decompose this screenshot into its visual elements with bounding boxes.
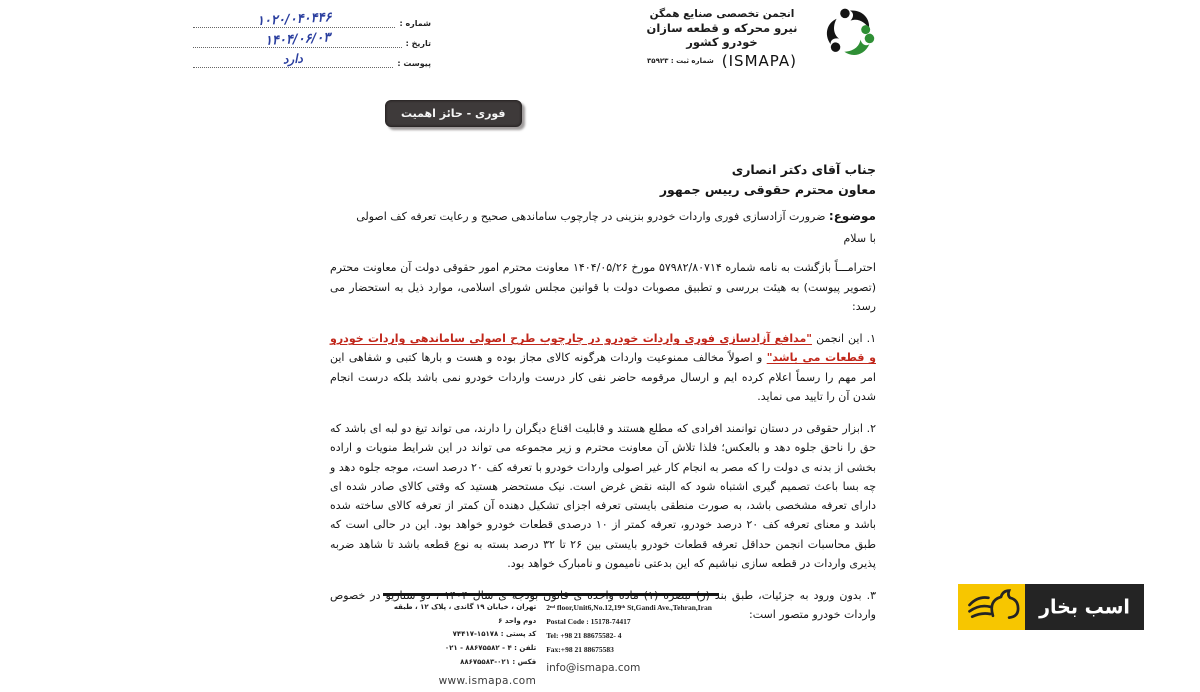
registration-number: شماره ثبت : ۳۵۹۲۳ (647, 57, 714, 65)
letterhead-organisation (628, 5, 878, 70)
footer-en-postal-code: Postal Code : 15178-74417 (546, 616, 631, 626)
recipient-title: معاون محترم حقوقی رییس جمهور (659, 182, 876, 197)
letter-body (330, 160, 876, 638)
footer-en-address: 2ⁿᵈ floor,Unit6,No.12,19ᵗʰ St,Gandi Ave.,Tehran,Iran (546, 603, 712, 612)
organisation-acronym: (ISMAPA) (721, 52, 797, 70)
ismapa-logo-icon (822, 5, 878, 61)
organisation-name-line2: نیرو محرکه و قطعه سازان خودرو کشور (646, 21, 798, 49)
item-2-paragraph: ۲. ابزار حقوقی در دستان توانمند افرادی که مطلع هستند و قابلیت اقناع دیگران را دارند، می تواند تیغ دو لبه ای باشد که حق را ناحق جلوه دهد و بالعکس؛ فلذا تلاش آن معاونت محترم و زیر مجموعه می تواند در این شرایط منویات و اراده بخشی از بدنه ی دولت را که مصر به انجام کار غیر اصولی واردات خودرو با تعرفه کف ۲۰ درصد است، موجه جلوه دهد و چه بسا باعث تصمیم گیری اشتباه شود که البته نقض غرض است. نیک مستحضر هستید که وقتی کالای صادر شده ای دارای تعرفه مشخصی باشد، به صورت منطقی بایستی تعرفه اجزای تشکیل دهنده آن کمتر از تعرفه کالای ساخته شده باشد و معنای تعرفه کف ۲۰ درصد خودرو، تعرفه کمتر از ۱۰ درصدی قطعات خودرو خواهد بود. این در حالی است که طبق محاسبات انجمن حداقل تعرفه قطعات خودرو بایستی بین ۲۶ تا ۳۲ درصد بسته به نوع قطعه باشد تا شاهد ضربه پذیری واردات در قطعه سازی نباشیم که این بدعتی نامیمون و نامبارک خواهد بود. (330, 422, 877, 570)
footer-en-telephone: Tel: +98 21 88675582- 4 (546, 630, 622, 640)
winged-horse-icon (965, 587, 1019, 627)
reference-number-row (193, 8, 431, 28)
date-value: ۱۴۰۴/۰۶/۰۳ (264, 30, 331, 49)
footer-fa-address: تهران ، خیابان ۱۹ گاندی ، پلاک ۱۲ ، طبقه دوم واحد ۶ (393, 603, 537, 625)
item-1-paragraph (330, 329, 876, 406)
reference-number-label: شماره : (399, 19, 431, 28)
attachment-value: دارد (282, 51, 304, 67)
organisation-acronym-row (628, 52, 816, 70)
date-row (193, 28, 431, 48)
urgent-stamp: فوری - حائز اهمیت (385, 100, 522, 127)
footer-persian-column (383, 601, 536, 692)
watermark-yellow-panel (958, 584, 1025, 630)
item-1-prefix: ۱. این انجمن (812, 332, 877, 345)
watermark-dark-panel (1025, 584, 1144, 630)
footer-english-column (546, 601, 719, 692)
footer-en-fax: Fax:+98 21 88675583 (546, 644, 614, 654)
salutation: با سلام (843, 232, 876, 245)
footer-email: info@ismapa.com (546, 661, 641, 674)
footer-fa-telephone: تلفن : ۴ - ۸۸۶۷۵۵۸۲ - ۰۲۱ (444, 643, 537, 652)
reference-number-value: ۱۰۲۰/۰۴۰۴۴۶ (256, 10, 332, 29)
footer-website: www.ismapa.com (438, 675, 537, 688)
item-1-highlighted-quote: "مدافع آزادسازی فوری واردات خودرو در چارچوب طرح اصولی ساماندهی واردات خودرو و قطعات می باشد" (330, 332, 876, 365)
organisation-name-line1: انجمن تخصصی صنایع همگن (649, 8, 795, 20)
attachment-label: پیوست : (397, 59, 431, 68)
reference-number-line (193, 8, 395, 28)
footer-fa-postal-code: کد پستی : ۱۵۱۷۸-۷۴۴۱۷ (452, 630, 537, 639)
watermark-brand-text: اسب بخار (1039, 595, 1130, 619)
footer-fa-fax: فکس : ۰۲۱-۸۸۶۷۵۵۸۳ (460, 657, 537, 666)
letterhead-reference-fields (193, 8, 431, 68)
date-label: تاریخ : (405, 39, 431, 48)
asb-bokhar-watermark (958, 584, 1144, 630)
subject-label: موضوع: (828, 209, 876, 223)
intro-paragraph: احترامـــاً بازگشت به نامه شماره ۵۷۹۸۲/۸۰۷۱۴ مورخ ۱۴۰۴/۰۵/۲۶ معاونت محترم امور حقوقی دولت آن معاونت محترم (تصویر پیوست) به هیئت بررسی و تطبیق مصوبات دولت با قوانین مجلس شورای اسلامی، موارد ذیل به استحضار می رسد: (330, 261, 876, 313)
recipient-name: جناب آقای دکتر انصاری (731, 162, 876, 177)
attachment-row (193, 48, 431, 68)
date-line (193, 28, 402, 48)
item-3-paragraph: ۳. بدون ورود به جزئیات، طبق بند (ر) تبصره (۱) ماده واحده ی قانون بودجه ی سال ۱۴۰۴ ، دو سناریو در خصوص واردات خودرو متصور است: (330, 589, 876, 622)
item-1-rest: و اصولاً مخالف ممنوعیت واردات هرگونه کالای مجاز بوده و هست و بارها کتبی و شفاهی این امر مهم را رسماً اعلام کرده ایم و ارسال مرقومه حاضر نفی کار درست واردات خودرو نمی باشد بلکه درست انجام شدن آن را تایید می نماید. (330, 351, 876, 403)
subject-text: ضرورت آزادسازی فوری واردات خودرو بنزینی در چارچوب ساماندهی صحیح و رعایت تعرفه کف اصولی (356, 210, 829, 223)
attachment-line (193, 48, 393, 68)
letter-footer (383, 593, 719, 692)
organisation-text (628, 5, 816, 70)
subject-line (330, 206, 876, 227)
